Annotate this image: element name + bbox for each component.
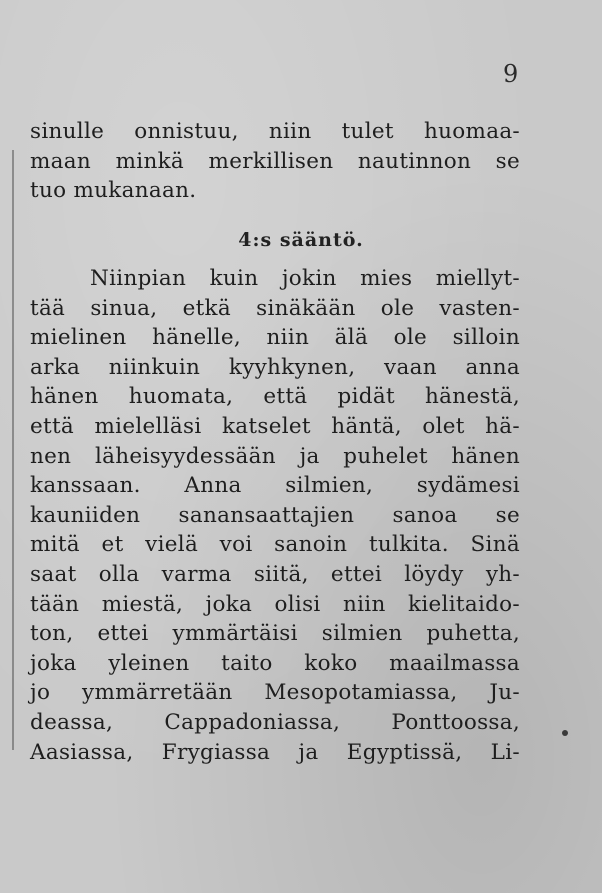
text-line: sinulle onnistuu, niin tulet huomaa- bbox=[30, 119, 520, 144]
text-line: Niinpian kuin jokin mies miellyt- bbox=[90, 266, 520, 291]
text-line: saat olla varma siitä, ettei löydy yh- bbox=[30, 561, 520, 587]
text-line: ton, ettei ymmärtäisi silmien puhetta, bbox=[30, 621, 520, 647]
text-line: kanssaan. Anna silmien, sydämesi bbox=[30, 473, 520, 499]
paragraph-continuation bbox=[30, 117, 520, 206]
text-line: mielinen hänelle, niin älä ole silloin bbox=[30, 325, 520, 351]
text-line: tää sinua, etkä sinäkään ole vasten- bbox=[30, 295, 520, 321]
text-line: nen läheisyydessään ja puhelet hänen bbox=[30, 443, 520, 469]
text-line: että mielelläsi katselet häntä, olet hä- bbox=[30, 413, 520, 439]
text-line: kauniiden sanansaattajien sanoa se bbox=[30, 502, 520, 528]
paragraph-rule-4 bbox=[30, 264, 520, 767]
ink-speck bbox=[562, 730, 568, 736]
text-line: Aasiassa, Frygiassa ja Egyptissä, Li- bbox=[30, 739, 520, 765]
text-line: arka niinkuin kyyhkynen, vaan anna bbox=[30, 354, 520, 380]
text-line: mitä et vielä voi sanoin tulkita. Sinä bbox=[30, 532, 520, 558]
text-line: tään miestä, joka olisi niin kielitaido- bbox=[30, 591, 520, 617]
text-line: hänen huomata, että pidät hänestä, bbox=[30, 384, 520, 410]
text-line: jo ymmärretään Mesopotamiassa, Ju- bbox=[30, 680, 520, 706]
text-line: deassa, Cappadoniassa, Ponttoossa, bbox=[30, 709, 520, 735]
text-line: tuo mukanaan. bbox=[30, 178, 197, 204]
page-number: 9 bbox=[503, 60, 519, 88]
text-line: joka yleinen taito koko maailmassa bbox=[30, 650, 520, 676]
text-line: maan minkä merkillisen nautinnon se bbox=[30, 148, 520, 174]
section-heading: 4:s sääntö. bbox=[238, 229, 364, 251]
